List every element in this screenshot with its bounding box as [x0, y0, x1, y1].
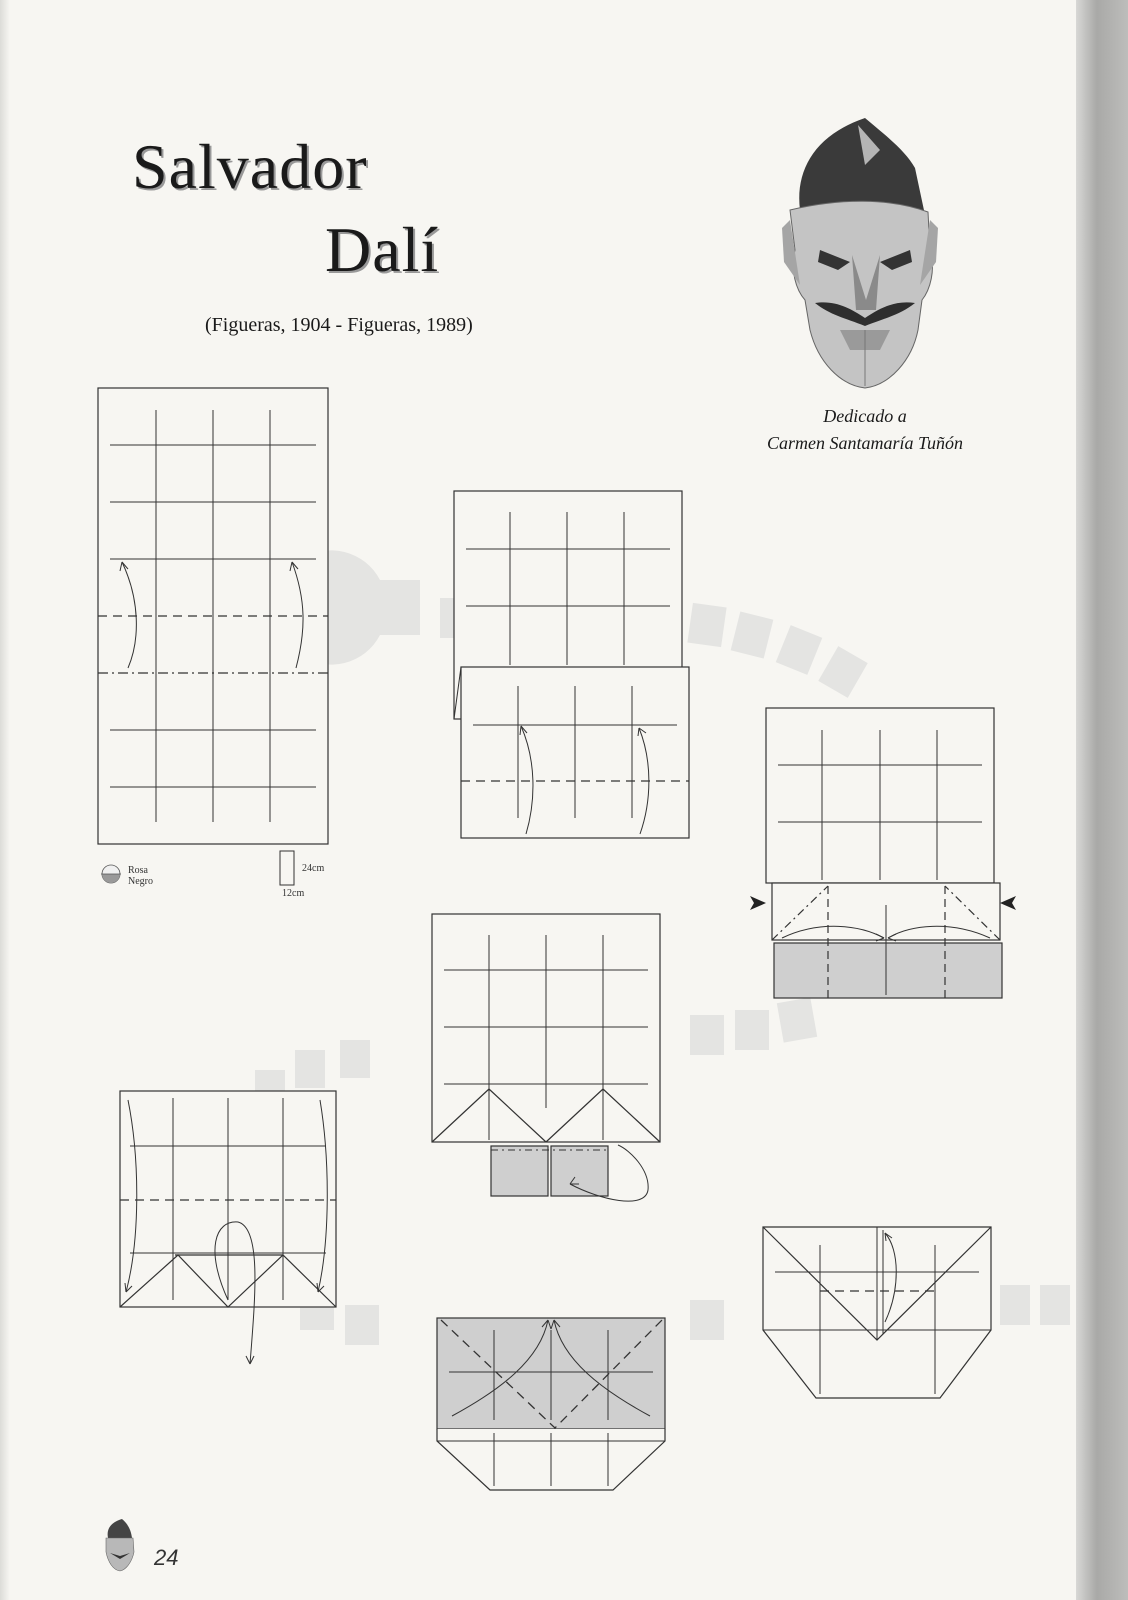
legend-color-front: Rosa [128, 865, 148, 876]
dali-mask-small-icon [106, 1519, 134, 1571]
legend-paper-width: 12cm [282, 888, 305, 899]
page-number: 24 [154, 1545, 179, 1570]
title-line-2: Dalí [325, 214, 440, 285]
dedication [700, 403, 1030, 457]
diagram-step-3 [750, 708, 1016, 998]
diagram-step-2 [454, 491, 689, 838]
title-line-1: Salvador [132, 131, 368, 202]
legend-paper-height: 24cm [302, 863, 325, 874]
diagram-step-6 [437, 1318, 665, 1490]
dedication-line-1: Dedicado a [823, 406, 907, 426]
color-legend-icon [101, 865, 121, 883]
diagram-step-7 [763, 1227, 991, 1398]
paper-size-icon [280, 851, 294, 885]
diagram-step-4 [432, 914, 660, 1201]
legend-color-back: Negro [128, 876, 153, 887]
diagram-step-1 [98, 388, 328, 844]
subtitle-birth-death: (Figueras, 1904 - Figueras, 1989) [205, 314, 473, 336]
dali-mask-icon [782, 118, 938, 388]
dedication-line-2: Carmen Santamaría Tuñón [766, 433, 964, 453]
